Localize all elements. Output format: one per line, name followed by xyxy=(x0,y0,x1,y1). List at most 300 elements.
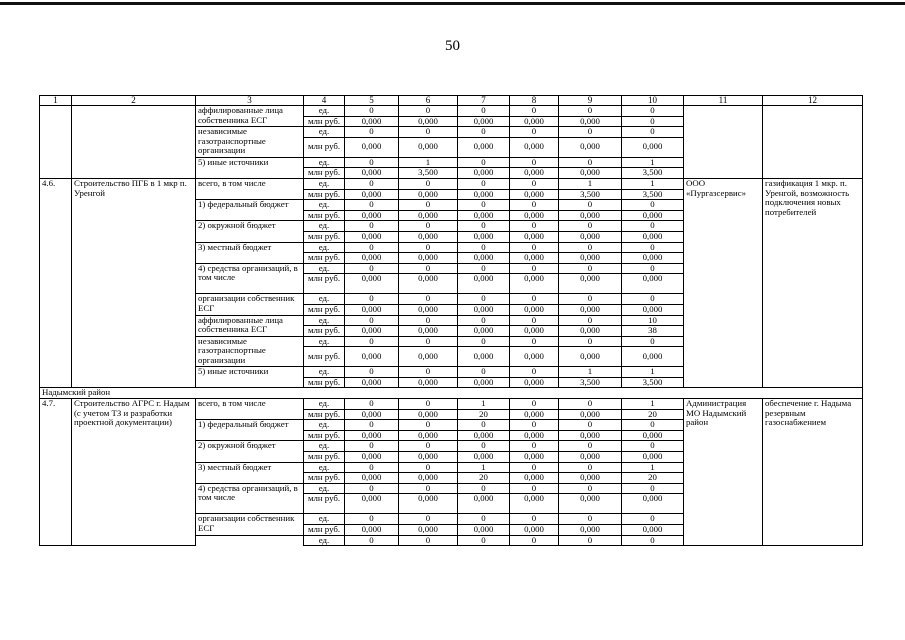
label-organizations: 4) средства организаций, в том числе xyxy=(196,483,304,514)
unit-cell: млн руб. xyxy=(304,473,345,484)
value-cell: 0 xyxy=(510,221,559,232)
value-cell: 0 xyxy=(510,263,559,274)
value-cell: 0,000 xyxy=(399,525,458,536)
value-cell: 0,000 xyxy=(510,452,559,463)
value-cell: 0,000 xyxy=(559,525,622,536)
value-cell: 0,000 xyxy=(345,326,399,337)
value-cell: 0 xyxy=(399,127,458,138)
unit-cell: млн руб. xyxy=(304,347,345,367)
unit-cell: ед. xyxy=(304,399,345,410)
value-cell: 0,000 xyxy=(345,494,399,514)
value-cell: 0,000 xyxy=(458,494,510,514)
unit-cell: млн руб. xyxy=(304,525,345,536)
value-cell: 0,000 xyxy=(345,168,399,179)
value-cell: 0 xyxy=(458,127,510,138)
value-cell: 0,000 xyxy=(510,210,559,221)
value-cell: 0,000 xyxy=(458,274,510,294)
unit-cell: млн руб. xyxy=(304,409,345,420)
value-cell: 0,000 xyxy=(458,525,510,536)
unit-cell: ед. xyxy=(304,514,345,525)
value-cell: 0 xyxy=(510,535,559,546)
value-cell: 0,000 xyxy=(622,347,684,367)
value-cell: 0 xyxy=(345,157,399,168)
value-cell: 0 xyxy=(559,441,622,452)
value-cell: 0 xyxy=(399,462,458,473)
cont-result-cell xyxy=(763,106,863,179)
value-cell: 1 xyxy=(458,399,510,410)
label-local: 3) местный бюджет xyxy=(196,242,304,263)
value-cell: 0,000 xyxy=(345,452,399,463)
value-cell: 0,000 xyxy=(458,168,510,179)
label-total: всего, в том числе xyxy=(196,178,304,199)
top-border-line xyxy=(0,2,905,5)
value-cell: 0 xyxy=(399,399,458,410)
value-cell: 0 xyxy=(622,200,684,211)
district-row xyxy=(40,388,863,399)
value-cell: 0,000 xyxy=(399,430,458,441)
project-4-6-name: Строительство ПГБ в 1 мкр п. Уренгой xyxy=(72,178,196,388)
value-cell: 0 xyxy=(510,483,559,494)
value-cell: 0,000 xyxy=(399,452,458,463)
value-cell: 1 xyxy=(622,462,684,473)
value-cell: 0 xyxy=(458,200,510,211)
value-cell: 0 xyxy=(559,399,622,410)
value-cell: 0,000 xyxy=(458,189,510,200)
value-cell: 0 xyxy=(345,294,399,305)
value-cell: 0,000 xyxy=(559,116,622,127)
value-cell: 3,500 xyxy=(559,377,622,388)
value-cell: 0 xyxy=(458,441,510,452)
unit-cell: млн руб. xyxy=(304,116,345,127)
value-cell: 0 xyxy=(458,106,510,117)
value-cell: 0,000 xyxy=(399,210,458,221)
project-4-7-result: обеспечение г. Надыма резервным газоснабжением xyxy=(763,399,863,546)
value-cell: 38 xyxy=(622,326,684,337)
value-cell: 0,000 xyxy=(559,304,622,315)
value-cell: 0 xyxy=(559,127,622,138)
value-cell: 0 xyxy=(458,221,510,232)
value-cell: 0 xyxy=(458,157,510,168)
value-cell: 0,000 xyxy=(559,231,622,242)
value-cell: 0,000 xyxy=(510,409,559,420)
value-cell: 0,000 xyxy=(510,189,559,200)
value-cell: 0 xyxy=(345,178,399,189)
value-cell: 0 xyxy=(345,336,399,347)
header-cell: 11 xyxy=(684,96,763,106)
value-cell: 20 xyxy=(458,409,510,420)
value-cell: 0,000 xyxy=(458,347,510,367)
value-cell: 0,000 xyxy=(399,304,458,315)
value-cell: 0,000 xyxy=(559,452,622,463)
unit-cell: млн руб. xyxy=(304,430,345,441)
header-cell: 1 xyxy=(40,96,72,106)
value-cell: 0 xyxy=(622,483,684,494)
value-cell: 0 xyxy=(510,420,559,431)
value-cell: 0,000 xyxy=(345,409,399,420)
value-cell: 0 xyxy=(559,315,622,326)
value-cell: 0 xyxy=(622,420,684,431)
value-cell: 0 xyxy=(622,127,684,138)
value-cell: 1 xyxy=(458,462,510,473)
value-cell: 0,000 xyxy=(622,452,684,463)
unit-cell: млн руб. xyxy=(304,210,345,221)
label-independent: независимые газотранспортные организации xyxy=(196,336,304,367)
value-cell: 0,000 xyxy=(559,274,622,294)
value-cell: 0,000 xyxy=(458,116,510,127)
value-cell: 0,000 xyxy=(510,326,559,337)
value-cell: 0 xyxy=(345,315,399,326)
value-cell: 0,000 xyxy=(510,116,559,127)
value-cell: 0 xyxy=(345,242,399,253)
label-other: 5) иные источники xyxy=(196,367,304,388)
header-cell: 3 xyxy=(196,96,304,106)
unit-cell: млн руб. xyxy=(304,326,345,337)
value-cell: 0 xyxy=(345,514,399,525)
value-cell: 1 xyxy=(622,178,684,189)
label-affiliated: аффилированные лица собственника ЕСГ xyxy=(196,315,304,336)
cont-label-affiliated: аффилированные лица собственника ЕСГ xyxy=(196,106,304,127)
value-cell: 0 xyxy=(345,263,399,274)
value-cell: 0,000 xyxy=(622,304,684,315)
unit-cell: млн руб. xyxy=(304,253,345,264)
value-cell: 0 xyxy=(345,200,399,211)
value-cell: 0,000 xyxy=(345,430,399,441)
value-cell: 0,000 xyxy=(399,494,458,514)
unit-cell: ед. xyxy=(304,242,345,253)
value-cell: 0 xyxy=(510,200,559,211)
unit-cell: ед. xyxy=(304,106,345,117)
value-cell: 0,000 xyxy=(559,494,622,514)
value-cell: 0,000 xyxy=(399,274,458,294)
unit-cell: ед. xyxy=(304,336,345,347)
value-cell: 0 xyxy=(399,242,458,253)
table-row xyxy=(40,106,863,117)
value-cell: 0,000 xyxy=(510,473,559,484)
value-cell: 0,000 xyxy=(399,189,458,200)
value-cell: 1 xyxy=(559,367,622,378)
unit-cell: ед. xyxy=(304,441,345,452)
value-cell: 3,500 xyxy=(622,189,684,200)
value-cell: 0,000 xyxy=(622,231,684,242)
value-cell: 0 xyxy=(399,336,458,347)
value-cell: 0 xyxy=(399,367,458,378)
value-cell: 0 xyxy=(510,157,559,168)
header-cell: 6 xyxy=(399,96,458,106)
value-cell: 0,000 xyxy=(399,137,458,157)
unit-cell: млн руб. xyxy=(304,168,345,179)
value-cell: 0 xyxy=(622,221,684,232)
cont-label-other: 5) иные источники xyxy=(196,157,304,178)
value-cell: 0,000 xyxy=(345,347,399,367)
value-cell: 0,000 xyxy=(510,304,559,315)
unit-cell: ед. xyxy=(304,200,345,211)
page-number: 50 xyxy=(445,38,460,54)
value-cell: 0 xyxy=(622,106,684,117)
label-total: всего, в том числе xyxy=(196,399,304,420)
project-4-6-result: газификация 1 мкр. п. Уренгой, возможность подключения новых потребителей xyxy=(763,178,863,388)
cont-label-independent: независимые газотранспортные организации xyxy=(196,127,304,158)
value-cell: 0,000 xyxy=(559,168,622,179)
value-cell: 0 xyxy=(622,441,684,452)
value-cell: 0 xyxy=(345,535,399,546)
value-cell: 0 xyxy=(622,116,684,127)
value-cell: 0 xyxy=(345,106,399,117)
unit-cell: млн руб. xyxy=(304,137,345,157)
header-cell: 9 xyxy=(559,96,622,106)
value-cell: 0 xyxy=(458,483,510,494)
unit-cell: ед. xyxy=(304,535,345,546)
value-cell: 0,000 xyxy=(510,494,559,514)
value-cell: 0,000 xyxy=(510,274,559,294)
value-cell: 0 xyxy=(399,483,458,494)
value-cell: 0,000 xyxy=(559,253,622,264)
project-4-6-number: 4.6. xyxy=(40,178,72,388)
value-cell: 20 xyxy=(622,473,684,484)
project-4-6-executor: ООО «Пургазсервис» xyxy=(684,178,763,388)
value-cell: 0,000 xyxy=(510,525,559,536)
value-cell: 0 xyxy=(399,221,458,232)
value-cell: 0 xyxy=(559,535,622,546)
label-local: 3) местный бюджет xyxy=(196,462,304,483)
district-title: Надымский район xyxy=(40,388,863,399)
value-cell: 0,000 xyxy=(559,409,622,420)
value-cell: 0,000 xyxy=(399,231,458,242)
value-cell: 0,000 xyxy=(399,326,458,337)
value-cell: 1 xyxy=(622,367,684,378)
header-row xyxy=(40,96,863,106)
header-cell: 5 xyxy=(345,96,399,106)
unit-cell: ед. xyxy=(304,127,345,138)
value-cell: 0,000 xyxy=(622,210,684,221)
value-cell: 0,000 xyxy=(458,253,510,264)
value-cell: 0 xyxy=(345,367,399,378)
value-cell: 0 xyxy=(345,420,399,431)
cont-exec-cell xyxy=(684,106,763,179)
value-cell: 0,000 xyxy=(345,473,399,484)
value-cell: 0 xyxy=(559,242,622,253)
unit-cell: ед. xyxy=(304,221,345,232)
unit-cell: млн руб. xyxy=(304,494,345,514)
value-cell: 0,000 xyxy=(458,326,510,337)
value-cell: 0 xyxy=(559,483,622,494)
value-cell: 0 xyxy=(510,462,559,473)
value-cell: 0,000 xyxy=(510,253,559,264)
project-4-7-name: Строительство АГРС г. Надым (с учетом ТЗ и разработки проектной документации) xyxy=(72,399,196,546)
value-cell: 0,000 xyxy=(559,137,622,157)
label-empty xyxy=(196,535,304,546)
unit-cell: млн руб. xyxy=(304,274,345,294)
value-cell: 0 xyxy=(345,399,399,410)
unit-cell: ед. xyxy=(304,462,345,473)
value-cell: 0 xyxy=(559,200,622,211)
value-cell: 0 xyxy=(345,462,399,473)
value-cell: 0 xyxy=(458,336,510,347)
value-cell: 0,000 xyxy=(399,377,458,388)
unit-cell: млн руб. xyxy=(304,452,345,463)
value-cell: 0,000 xyxy=(399,409,458,420)
value-cell: 0,000 xyxy=(510,430,559,441)
value-cell: 0 xyxy=(510,399,559,410)
header-cell: 8 xyxy=(510,96,559,106)
label-federal: 1) федеральный бюджет xyxy=(196,200,304,221)
value-cell: 0,000 xyxy=(559,326,622,337)
header-cell: 4 xyxy=(304,96,345,106)
value-cell: 0 xyxy=(458,420,510,431)
value-cell: 0,000 xyxy=(622,525,684,536)
value-cell: 0 xyxy=(622,294,684,305)
value-cell: 0,000 xyxy=(399,347,458,367)
value-cell: 0,000 xyxy=(345,210,399,221)
value-cell: 1 xyxy=(559,178,622,189)
value-cell: 0,000 xyxy=(458,430,510,441)
value-cell: 0 xyxy=(399,420,458,431)
value-cell: 0 xyxy=(399,441,458,452)
label-owner-org: организации собственник ЕСГ xyxy=(196,514,304,535)
unit-cell: ед. xyxy=(304,315,345,326)
value-cell: 20 xyxy=(458,473,510,484)
value-cell: 3,500 xyxy=(622,377,684,388)
value-cell: 20 xyxy=(622,409,684,420)
value-cell: 0 xyxy=(559,514,622,525)
value-cell: 0,000 xyxy=(345,253,399,264)
value-cell: 0,000 xyxy=(622,137,684,157)
value-cell: 0,000 xyxy=(345,525,399,536)
value-cell: 0 xyxy=(345,221,399,232)
value-cell: 0,000 xyxy=(510,231,559,242)
value-cell: 0,000 xyxy=(458,452,510,463)
unit-cell: млн руб. xyxy=(304,304,345,315)
value-cell: 0 xyxy=(559,336,622,347)
value-cell: 0 xyxy=(559,462,622,473)
value-cell: 0 xyxy=(458,294,510,305)
value-cell: 0,000 xyxy=(458,210,510,221)
value-cell: 0 xyxy=(622,514,684,525)
value-cell: 0 xyxy=(559,420,622,431)
value-cell: 0,000 xyxy=(345,231,399,242)
value-cell: 0,000 xyxy=(510,137,559,157)
value-cell: 0 xyxy=(622,535,684,546)
table-row xyxy=(40,399,863,410)
unit-cell: млн руб. xyxy=(304,189,345,200)
value-cell: 0 xyxy=(510,294,559,305)
label-owner-org: организации собственник ЕСГ xyxy=(196,294,304,315)
value-cell: 0 xyxy=(510,441,559,452)
value-cell: 0,000 xyxy=(559,210,622,221)
value-cell: 3,500 xyxy=(559,189,622,200)
value-cell: 0,000 xyxy=(559,473,622,484)
value-cell: 0 xyxy=(345,127,399,138)
value-cell: 0,000 xyxy=(399,116,458,127)
cont-num-cell xyxy=(40,106,72,179)
value-cell: 0,000 xyxy=(399,253,458,264)
value-cell: 0 xyxy=(399,263,458,274)
value-cell: 0 xyxy=(559,294,622,305)
value-cell: 0 xyxy=(399,535,458,546)
value-cell: 0 xyxy=(559,221,622,232)
label-organizations: 4) средства организаций, в том числе xyxy=(196,263,304,294)
value-cell: 0,000 xyxy=(622,494,684,514)
value-cell: 0,000 xyxy=(559,430,622,441)
value-cell: 0,000 xyxy=(458,377,510,388)
value-cell: 1 xyxy=(399,157,458,168)
header-cell: 7 xyxy=(458,96,510,106)
unit-cell: млн руб. xyxy=(304,231,345,242)
unit-cell: ед. xyxy=(304,263,345,274)
value-cell: 3,500 xyxy=(622,168,684,179)
value-cell: 0,000 xyxy=(510,347,559,367)
header-cell: 12 xyxy=(763,96,863,106)
unit-cell: ед. xyxy=(304,367,345,378)
unit-cell: млн руб. xyxy=(304,377,345,388)
value-cell: 3,500 xyxy=(399,168,458,179)
value-cell: 0,000 xyxy=(559,347,622,367)
value-cell: 0 xyxy=(510,178,559,189)
label-federal: 1) федеральный бюджет xyxy=(196,420,304,441)
value-cell: 0 xyxy=(458,242,510,253)
value-cell: 0,000 xyxy=(345,137,399,157)
value-cell: 0,000 xyxy=(510,168,559,179)
value-cell: 0,000 xyxy=(458,304,510,315)
value-cell: 0 xyxy=(622,263,684,274)
value-cell: 0 xyxy=(510,127,559,138)
value-cell: 0,000 xyxy=(345,304,399,315)
value-cell: 0 xyxy=(510,315,559,326)
value-cell: 0 xyxy=(458,178,510,189)
label-okrug: 2) окружной бюджет xyxy=(196,441,304,462)
value-cell: 0 xyxy=(510,514,559,525)
value-cell: 0 xyxy=(458,514,510,525)
header-cell: 10 xyxy=(622,96,684,106)
value-cell: 0,000 xyxy=(399,473,458,484)
value-cell: 0,000 xyxy=(510,377,559,388)
value-cell: 0 xyxy=(399,315,458,326)
project-4-7-number: 4.7. xyxy=(40,399,72,546)
value-cell: 0 xyxy=(399,178,458,189)
value-cell: 0 xyxy=(458,367,510,378)
unit-cell: ед. xyxy=(304,178,345,189)
value-cell: 1 xyxy=(622,157,684,168)
value-cell: 1 xyxy=(622,399,684,410)
value-cell: 0 xyxy=(345,483,399,494)
value-cell: 0 xyxy=(345,441,399,452)
unit-cell: ед. xyxy=(304,157,345,168)
value-cell: 0,000 xyxy=(458,137,510,157)
value-cell: 0 xyxy=(510,336,559,347)
value-cell: 0 xyxy=(622,336,684,347)
value-cell: 10 xyxy=(622,315,684,326)
value-cell: 0 xyxy=(510,242,559,253)
value-cell: 0 xyxy=(622,242,684,253)
unit-cell: ед. xyxy=(304,483,345,494)
value-cell: 0 xyxy=(458,263,510,274)
value-cell: 0,000 xyxy=(345,189,399,200)
value-cell: 0 xyxy=(399,106,458,117)
value-cell: 0 xyxy=(559,157,622,168)
value-cell: 0,000 xyxy=(622,430,684,441)
cont-name-cell xyxy=(72,106,196,179)
value-cell: 0,000 xyxy=(622,253,684,264)
value-cell: 0,000 xyxy=(345,274,399,294)
value-cell: 0 xyxy=(458,535,510,546)
table-row xyxy=(40,178,863,189)
unit-cell: ед. xyxy=(304,420,345,431)
value-cell: 0,000 xyxy=(345,116,399,127)
value-cell: 0 xyxy=(399,514,458,525)
label-okrug: 2) окружной бюджет xyxy=(196,221,304,242)
value-cell: 0 xyxy=(458,315,510,326)
unit-cell: ед. xyxy=(304,294,345,305)
value-cell: 0 xyxy=(510,106,559,117)
